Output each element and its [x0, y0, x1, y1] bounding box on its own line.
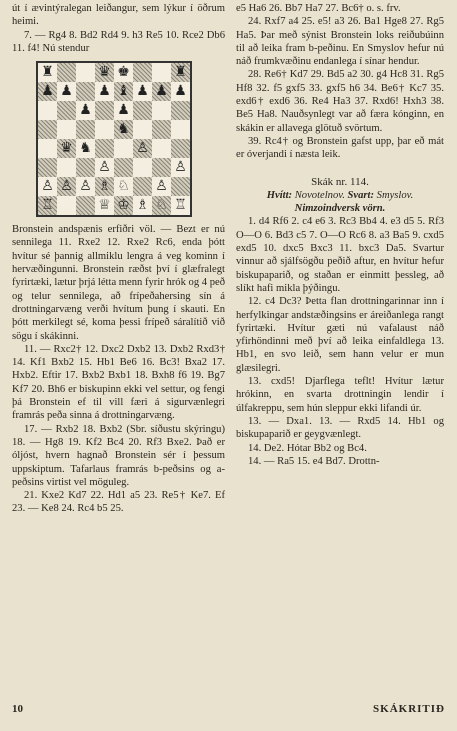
paragraph: Bronstein andspænis erfiðri völ. — Bezt er nú sennilega 11. Rxe2 12. Rxe2 Rc6, enda þótt hvítur sé þannig allmiklu lengra á veg kominn í hervæðingunni. Bronstein ræðst því í glæfralegt fyrirtæki, lætur þrjá létta menn fyrir hrók og 4 peð og telur sennilega, að frípeðahersing sín á drottningarvæng verði hvítum þung í skauti. En þótt merkilegt sé, koma þessi frípeð sáralítið við sögu í skákinni.: [12, 224, 226, 342]
paragraph: 12. c4 Dc3? Þetta flan drottningarinnar inn í herfylkingar andstæðingsins er áreiðanlega rangt fyrirtæki. Hvítur gæti nú vafalaust náð yfirhöndinni með því að leika einfaldlega 13. Hb1, en svo leið, sem hann velur er mun glæsilegri.: [236, 296, 444, 374]
black-pawn-icon: ♟: [136, 83, 149, 99]
board-square: [38, 82, 57, 101]
board-square: [38, 158, 57, 177]
paragraph: 17. — Rxb2 18. Bxb2 (Sbr. síðustu skýringu) 18. — Hg8 19. Kf2 Bc4 20. Rf3 Bxe2. Það er óljóst, hvern hagnað Bronstein sér í þessum uppskiptum. Tafarlaus framrás b-peðsins og a-peðsins virtist vel möguleg.: [12, 423, 225, 488]
board-square: [114, 139, 133, 158]
black-pawn-icon: ♟: [98, 83, 111, 99]
board-square: [171, 101, 190, 120]
board-square: [133, 120, 152, 139]
black-pawn-icon: ♟: [60, 83, 73, 99]
board-square: [171, 63, 190, 82]
board-square: [171, 139, 190, 158]
board-square: [114, 120, 133, 139]
board-square: [133, 177, 152, 196]
black-rook-icon: ♜: [174, 64, 187, 80]
black-pawn-icon: ♟: [79, 102, 92, 118]
board-square: [152, 120, 171, 139]
board-square: [152, 63, 171, 82]
black-pawn-icon: ♟: [41, 83, 54, 99]
chess-diagram: [36, 61, 192, 217]
white-knight-icon: ♘: [155, 197, 168, 213]
paragraph: 21. Kxe2 Kd7 22. Hd1 a5 23. Re5† Ke7. Ef 23. — Ke8 24. Rc4 b5 25.: [12, 490, 225, 515]
board-square: [57, 63, 76, 82]
board-square: [133, 63, 152, 82]
left-column: [12, 2, 225, 516]
board-square: [152, 82, 171, 101]
paragraph: 7. — Rg4 8. Bd2 Rd4 9. h3 Re5 10. Rce2 Db6 11. f4! Nú stendur: [12, 29, 225, 54]
paragraph: 13. — Dxa1. 13. — Rxd5 14. Hb1 og biskupaparið er geygvænlegt.: [236, 415, 444, 441]
white-knight-icon: ♘: [117, 178, 130, 194]
white-player: Novotelnov.: [294, 189, 345, 201]
board-square: [76, 158, 95, 177]
board-square: [76, 82, 95, 101]
board-square: [171, 158, 190, 177]
paragraph: 14. — Ra5 15. e4 Bd7. Drottn-: [248, 455, 380, 467]
white-bishop-icon: ♗: [136, 197, 149, 213]
paragraph: 11. — Rxc2† 12. Dxc2 Dxb2 13. Dxb2 Rxd3† 14. Kf1 Bxb2 15. Hb1 Be6 16. Bc3! Bxa2 17. Hxb2. Eftir 17. Bxb2 Bxb1 18. Bxh8 f6 19. Bg7 Kf7 20. Bh6 er biskupinn ekki vel settur, og fengi þá Bronstein ef til vill færi á sigurvænlegri framrás peða sinna á drottningarvæng.: [12, 343, 225, 422]
board-square: [57, 120, 76, 139]
board-square: [152, 158, 171, 177]
board-square: [114, 177, 133, 196]
white-pawn-icon: ♙: [60, 178, 73, 194]
board-square: [76, 139, 95, 158]
white-queen-icon: ♕: [98, 197, 111, 213]
black-knight-icon: ♞: [79, 140, 92, 156]
board-square: [152, 139, 171, 158]
board-square: [133, 139, 152, 158]
board-square: [114, 196, 133, 215]
white-king-icon: ♔: [117, 197, 130, 213]
paragraph: 24. Rxf7 a4 25. e5! a3 26. Ba1 Hge8 27. Rg5 Ha5. Þar með sýnist Bronstein loks reiðubúinn til að leika fram b-peðinu. En Smyslov hefur nú náð frumkvæðinu endanlega í sínar hendur.: [236, 16, 444, 68]
black-pawn-icon: ♟: [117, 102, 130, 118]
board-square: [95, 158, 114, 177]
paragraph: 14. De2. Hótar Bb2 og Bc4.: [248, 442, 367, 454]
board-square: [95, 196, 114, 215]
board-square: [57, 139, 76, 158]
board-square: [57, 82, 76, 101]
board-square: [152, 101, 171, 120]
paragraph: 1. d4 Rf6 2. c4 e6 3. Rc3 Bb4 4. e3 d5 5. Rf3 O—O 6. Bd3 c5 7. O—O Rc6 8. a3 Ba5 9. cxd5 exd5 10. dxc5 Bxc3 11. bxc3 Da5. Svartur vinnur að sjálfsögðu peðið aftur, en hvítur hefur biskupaparið, og staðan er einmitt þessleg, að slíkt hafi mikla þýðingu.: [236, 216, 444, 294]
page-number: 10: [12, 703, 23, 715]
board-square: [57, 101, 76, 120]
white-pawn-icon: ♙: [174, 159, 187, 175]
board-square: [171, 196, 190, 215]
board-square: [171, 82, 190, 101]
opening-name: Nimzoindversk vörn.: [294, 203, 386, 215]
white-rook-icon: ♖: [41, 197, 54, 213]
board-square: [57, 177, 76, 196]
board-square: [133, 82, 152, 101]
black-rook-icon: ♜: [41, 64, 54, 80]
board-square: [114, 63, 133, 82]
board-square: [38, 120, 57, 139]
board-square: [95, 177, 114, 196]
board-square: [95, 63, 114, 82]
board-square: [114, 82, 133, 101]
black-label: Svart:: [347, 189, 374, 201]
board-square: [57, 158, 76, 177]
white-pawn-icon: ♙: [136, 140, 149, 156]
board-square: [152, 177, 171, 196]
black-pawn-icon: ♟: [174, 83, 187, 99]
board-square: [38, 196, 57, 215]
board-square: [76, 120, 95, 139]
white-pawn-icon: ♙: [79, 178, 92, 194]
board-square: [133, 196, 152, 215]
board-square: [95, 120, 114, 139]
paragraph: 28. Re6† Kd7 29. Bd5 a2 30. g4 Hc8 31. Rg5 Hf8 32. f5 gxf5 33. gxf5 h6 34. Be6† Kc7 35. exd6† exd6 36. Re4 Ha3 37. Rxd6! Hxh3 38. Be5 Ha8. Nauðsynlegt var að færa kónginn, en skákin er allavega glötuð svörtum.: [236, 69, 444, 134]
paragraph: út í ævintýralegan leiðangur, sem lýkur í öðrum heimi.: [12, 3, 225, 28]
board-square: [57, 196, 76, 215]
board-square: [76, 101, 95, 120]
black-player: Smyslov.: [376, 189, 414, 201]
magazine-title: SKÁKRITIÐ: [373, 703, 445, 715]
paragraph: 39. Rc4† og Bronstein gafst upp, þar eð mát er óverjandi í næsta leik.: [236, 135, 444, 161]
board-square: [76, 177, 95, 196]
board-square: [171, 120, 190, 139]
white-label: Hvítt:: [266, 189, 293, 201]
white-bishop-icon: ♗: [98, 178, 111, 194]
board-square: [114, 158, 133, 177]
black-pawn-icon: ♟: [155, 83, 168, 99]
black-knight-icon: ♞: [117, 121, 130, 137]
board-square: [38, 139, 57, 158]
black-bishop-icon: ♝: [117, 83, 130, 99]
board-square: [114, 101, 133, 120]
board-square: [76, 63, 95, 82]
right-column: [236, 2, 444, 468]
board-square: [152, 196, 171, 215]
board-square: [95, 82, 114, 101]
white-pawn-icon: ♙: [98, 159, 111, 175]
board-square: [38, 177, 57, 196]
board-square: [133, 101, 152, 120]
paragraph: 13. cxd5! Djarflega teflt! Hvítur lætur hrókinn, en svarta drottningin lendir í úlfakreppu, sem hún sleppur ekki lifandi úr.: [236, 376, 444, 414]
board-square: [95, 101, 114, 120]
black-queen-icon: ♛: [98, 64, 111, 80]
white-pawn-icon: ♙: [41, 178, 54, 194]
board-square: [38, 101, 57, 120]
players-line: [236, 189, 444, 202]
white-pawn-icon: ♙: [155, 178, 168, 194]
paragraph: e5 Ha6 26. Bb7 Ha7 27. Bc6† o. s. frv.: [236, 3, 401, 14]
game-title: Skák nr. 114.: [311, 175, 369, 188]
board-square: [171, 177, 190, 196]
black-king-icon: ♚: [117, 64, 130, 80]
board-square: [133, 158, 152, 177]
white-rook-icon: ♖: [174, 197, 187, 213]
board-square: [38, 63, 57, 82]
board-square: [95, 139, 114, 158]
black-queen-icon: ♛: [60, 140, 73, 156]
board-square: [76, 196, 95, 215]
